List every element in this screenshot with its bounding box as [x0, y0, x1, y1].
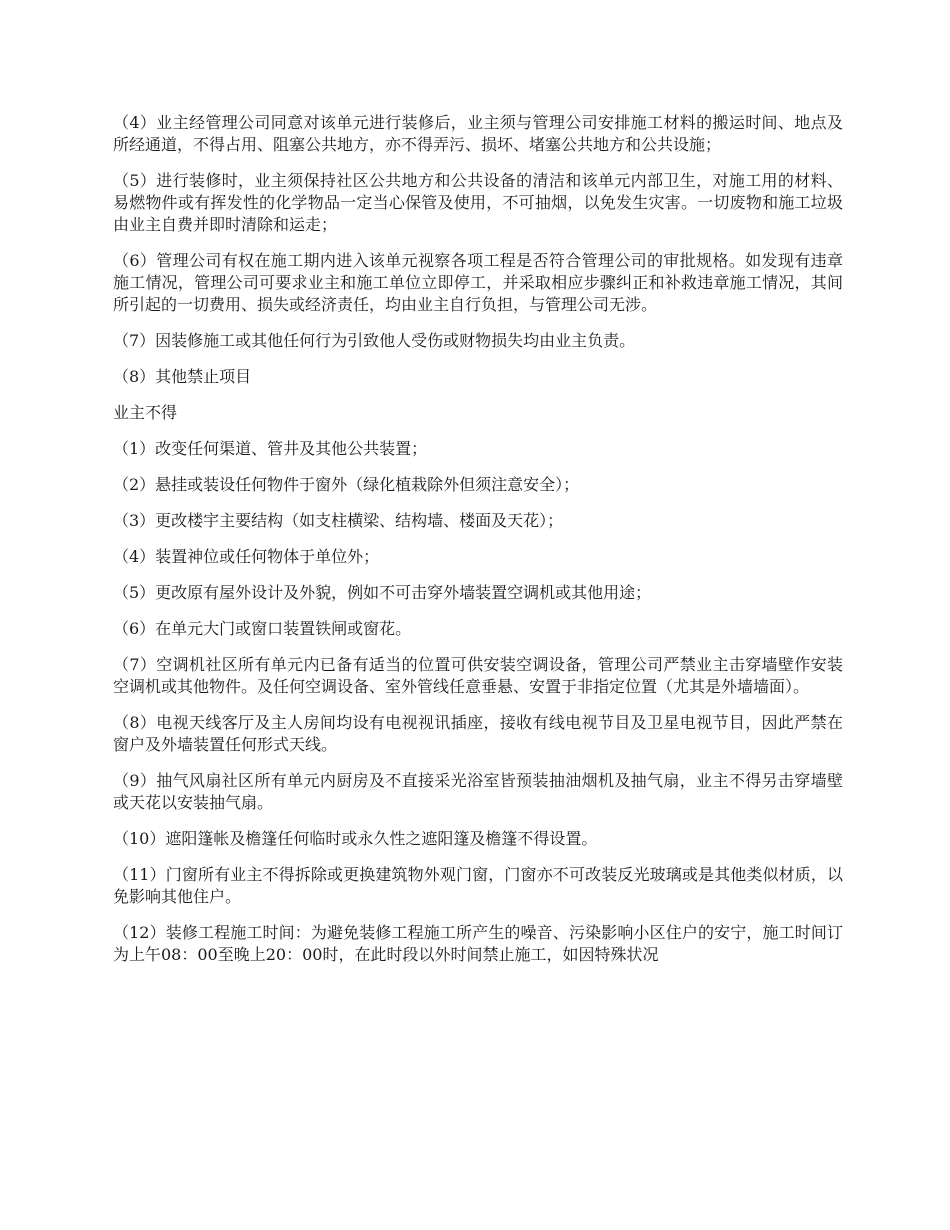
- document-body: [113, 112, 843, 980]
- paragraph-prohibition-3: （3）更改楼宇主要结构（如支柱横梁、结构墙、楼面及天花）；: [113, 511, 564, 530]
- paragraph-prohibition-12: （12）装修工程施工时间：为避免装修工程施工所产生的噪音、污染影响小区住户的安宁，施工时间订为上午08：00至晚上20：00时，在此时段以外时间禁止施工，如因特殊状况: [113, 923, 843, 964]
- paragraph-decoration-rule-8: （8）其他禁止项目: [113, 367, 252, 386]
- paragraph-prohibition-2: （2）悬挂或装设任何物件于窗外（绿化植栽除外但须注意安全）；: [113, 475, 580, 494]
- paragraph-prohibition-4: （4）装置神位或任何物体于单位外；: [113, 547, 380, 566]
- paragraph-owner-shall-not: 业主不得: [113, 403, 178, 422]
- paragraph-prohibition-11: （11）门窗所有业主不得拆除或更换建筑物外观门窗，门窗亦不可改装反光玻璃或是其他类似材质，以免影响其他住户。: [113, 865, 843, 906]
- paragraph-decoration-rule-7: （7）因装修施工或其他任何行为引致他人受伤或财物损失均由业主负责。: [113, 331, 636, 350]
- paragraph-decoration-rule-6: （6）管理公司有权在施工期内进入该单元视察各项工程是否符合管理公司的审批规格。如发现有违章施工情况，管理公司可要求业主和施工单位立即停工，并采取相应步骤纠正和补救违章施工情况，其间所引起的一切费用、损失或经济责任，均由业主自行负担，与管理公司无涉。: [113, 251, 843, 314]
- paragraph-prohibition-8: （8）电视天线客厅及主人房间均设有电视视讯插座，接收有线电视节目及卫星电视节目，因此严禁在窗户及外墙装置任何形式天线。: [113, 713, 843, 754]
- paragraph-prohibition-1: （1）改变任何渠道、管井及其他公共装置；: [113, 439, 428, 458]
- paragraph-decoration-rule-4: （4）业主经管理公司同意对该单元进行装修后，业主须与管理公司安排施工材料的搬运时间、地点及所经通道，不得占用、阻塞公共地方，亦不得弄污、损坏、堵塞公共地方和公共设施；: [113, 113, 843, 154]
- paragraph-decoration-rule-5: （5）进行装修时，业主须保持社区公共地方和公共设备的清洁和该单元内部卫生，对施工用的材料、易燃物件或有挥发性的化学物品一定当心保管及使用，不可抽烟，以免发生灾害。一切废物和施工垃圾由业主自费并即时清除和运走；: [113, 171, 843, 234]
- paragraph-prohibition-10: （10）遮阳篷帐及檐篷任何临时或永久性之遮阳篷及檐篷不得设置。: [113, 829, 598, 848]
- paragraph-prohibition-7: （7）空调机社区所有单元内已备有适当的位置可供安装空调设备，管理公司严禁业主击穿墙壁作安装空调机或其他物件。及任何空调设备、室外管线任意垂悬、安置于非指定位置（尤其是外墙墙面）。: [113, 655, 843, 696]
- paragraph-prohibition-6: （6）在单元大门或窗口装置铁闸或窗花。: [113, 619, 412, 638]
- paragraph-prohibition-9: （9）抽气风扇社区所有单元内厨房及不直接采光浴室皆预装抽油烟机及抽气扇，业主不得另击穿墙壁或天花以安装抽气扇。: [113, 771, 843, 812]
- paragraph-prohibition-5: （5）更改原有屋外设计及外貌，例如不可击穿外墙装置空调机或其他用途；: [113, 583, 652, 602]
